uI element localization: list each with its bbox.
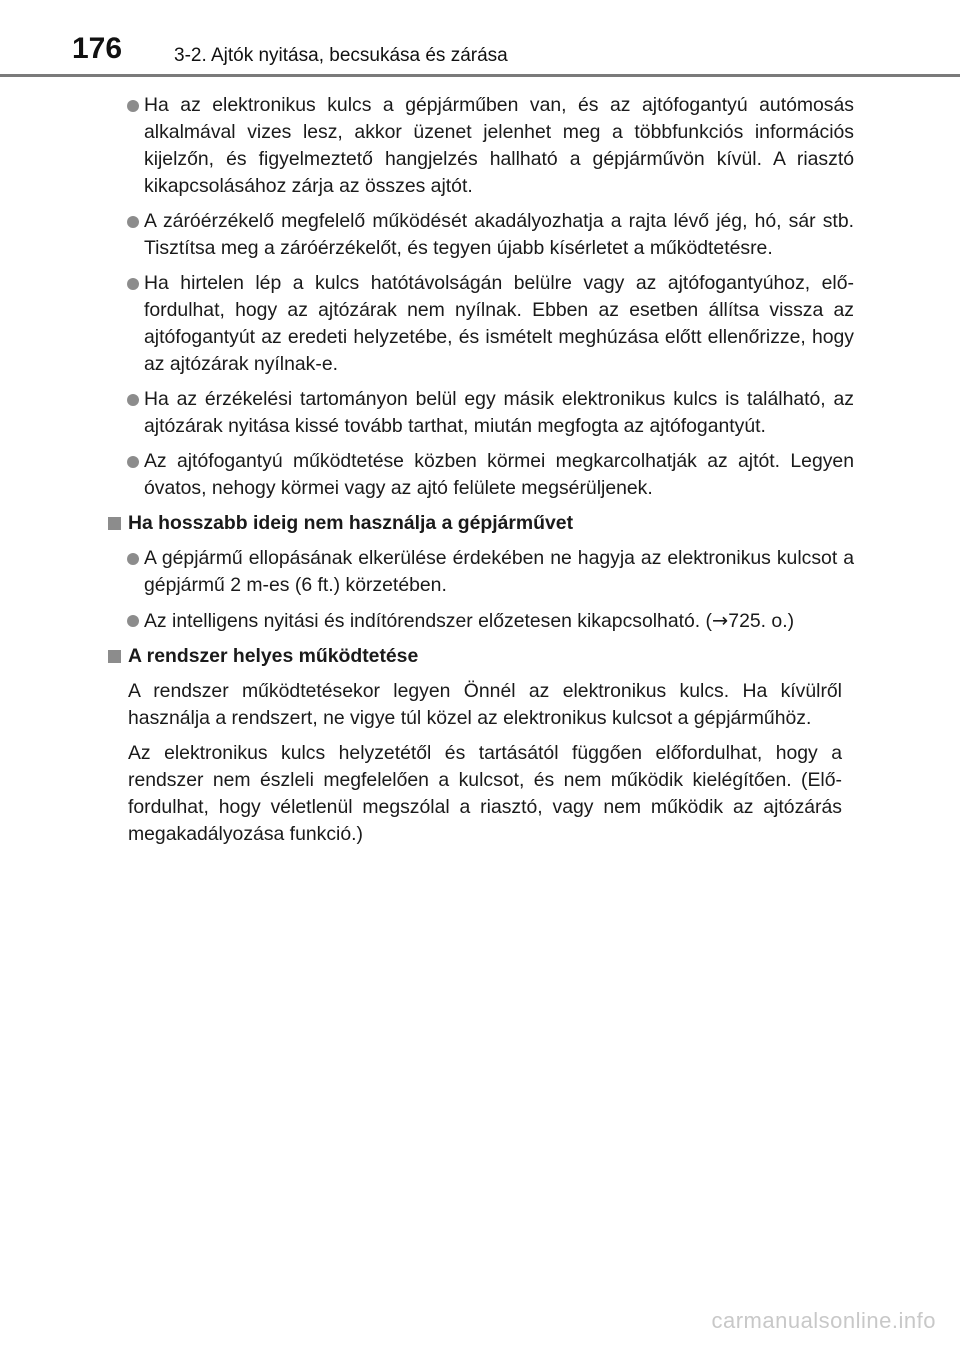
square-bullet-icon — [108, 517, 121, 530]
bullet-dot-icon — [127, 100, 139, 112]
list-item — [108, 607, 854, 635]
list-item-text: Az intelligens nyitási és indítórendszer előzetesen kikapcsolható. ( — [144, 610, 713, 632]
list-item-text: Ha az elektronikus kulcs a gépjárműben van, és az ajtófogantyú autómosás alkalmával vizes lesz, akkor üzenet jelenhet meg a többfunkciós információs kijelzőn, és figyelmeztető hangjelzés hallható a gépjárművön kívül. A riasztó kikapcsolásához zárja az összes ajtót. — [144, 94, 854, 197]
section-heading-long-absence — [108, 510, 854, 537]
section-heading-correct-use — [108, 643, 854, 670]
page-content — [108, 92, 854, 856]
bullet-dot-icon — [127, 615, 139, 627]
square-bullet-icon — [108, 650, 121, 663]
list-item — [108, 92, 854, 200]
paragraph: Az elektronikus kulcs helyzetétől és tartásától függően előfordulhat, hogy a rendszer nem észleli megfelelően a kulcsot, és nem működik kielégítően. (Előfordulhat, hogy véletlenül megszólal a riasztó, vagy nem működik az ajtózárás megakadályozása funkció.) — [128, 742, 842, 845]
section-heading-text: Ha hosszabb ideig nem használja a gépjárművet — [128, 512, 574, 534]
page-number: 176 — [72, 32, 123, 65]
header-divider — [0, 74, 960, 77]
list-item — [108, 270, 854, 378]
bullet-dot-icon — [127, 456, 139, 468]
paragraph: A rendszer működtetésekor legyen Önnél az elektronikus kulcs. Ha kívülről használja a rendszert, ne vigye túl közel az elektronikus kulcsot a gépjárműhöz. — [128, 680, 842, 729]
list-item — [108, 386, 854, 440]
list-item-text: Ha az érzékelési tartományon belül egy másik elektronikus kulcs is található, az ajtózárak nyitása kissé tovább tarthat, miután megfogta az ajtófogantyút. — [144, 388, 854, 437]
bullet-dot-icon — [127, 553, 139, 565]
list-item-text: A gépjármű ellopásának elkerülése érdekében ne hagyja az elektronikus kulcsot a gépjármű 2 m-es (6 ft.) körzetében. — [144, 547, 854, 596]
page-header — [0, 0, 960, 80]
list-item-text: A záróérzékelő megfelelő működését akadályozhatja a rajta lévő jég, hó, sár stb. Tisztítsa meg a záróérzékelőt, és tegyen újabb kísérletet a működtetésre. — [144, 210, 854, 259]
list-item — [108, 545, 854, 599]
watermark-text: carmanualsonline.info — [711, 1308, 936, 1333]
page-reference-link[interactable]: 725. o.) — [728, 610, 795, 632]
section-title: 3-2. Ajtók nyitása, becsukása és zárása — [174, 45, 508, 66]
list-item — [108, 208, 854, 262]
bullet-dot-icon — [127, 278, 139, 290]
list-item — [108, 448, 854, 502]
bullet-dot-icon — [127, 216, 139, 228]
bullet-dot-icon — [127, 394, 139, 406]
list-item-text: Ha hirtelen lép a kulcs hatótávolságán belülre vagy az ajtófogantyúhoz, előfordulhat, hogy az ajtózárak nem nyílnak. Ebben az esetben állítsa vissza az ajtófogantyút az eredeti helyzetébe, és ismételt meghúzása előtt ellenőrizze, hogy az ajtózárak nyílnak-e. — [144, 272, 854, 375]
list-item-text: Az ajtófogantyú működtetése közben körmei megkarcolhatják az ajtót. Legyen óvatos, nehogy körmei vagy az ajtó felülete megsérüljenek. — [144, 450, 854, 499]
arrow-right-icon: → — [712, 609, 729, 632]
section-heading-text: A rendszer helyes működtetése — [128, 645, 419, 667]
